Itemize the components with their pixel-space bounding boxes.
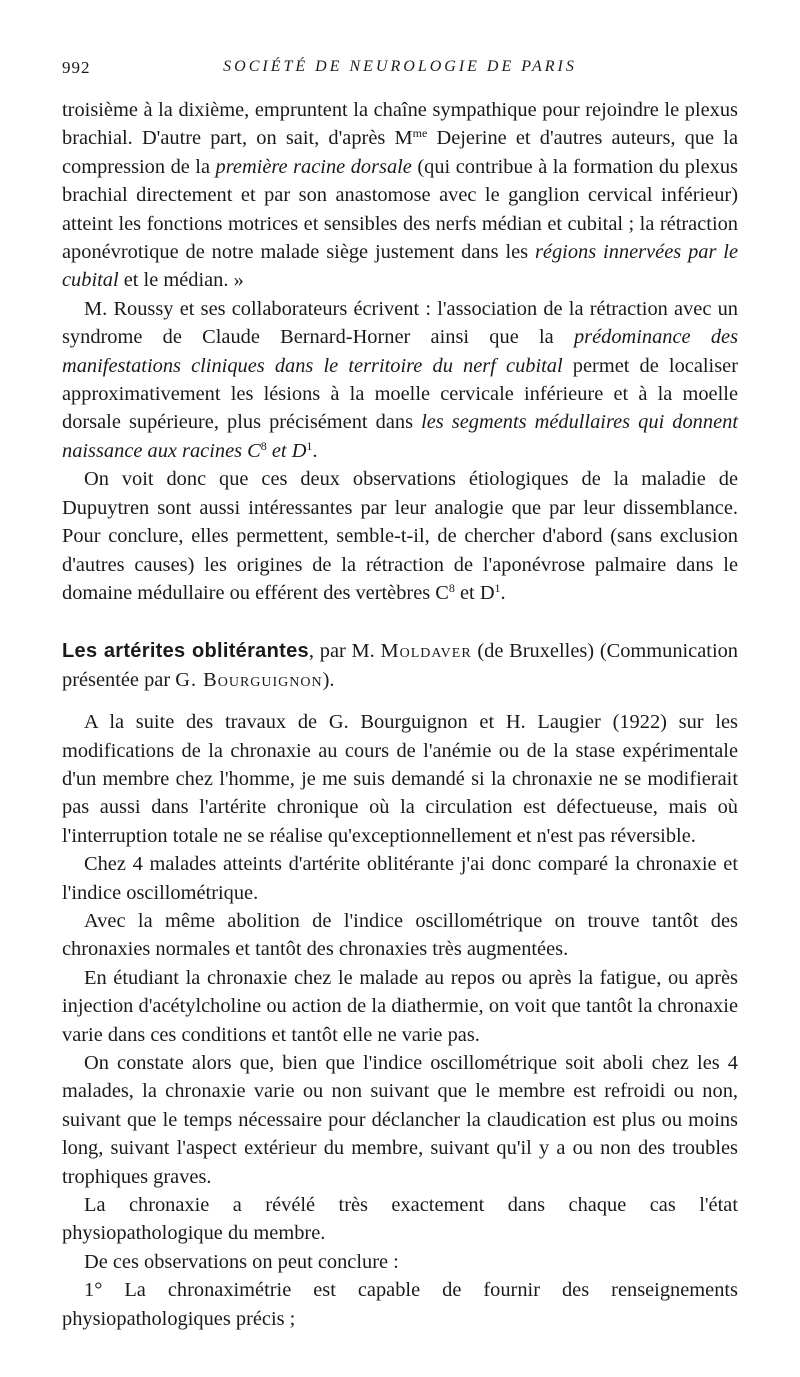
text-run: ). bbox=[322, 668, 335, 691]
text-run: , par M. bbox=[308, 640, 381, 663]
article-title: Les artérites oblitérantes bbox=[62, 640, 309, 663]
superscript: 8 bbox=[448, 580, 455, 595]
author-name: Roussy bbox=[113, 297, 174, 320]
text-run: (qui contribue à la formation du plexus brachial directement et par son anastomose avec le ganglion cervical inférieur) atteint les fonctions motrices et sensibles des nerfs médian et cubital ; la rétraction aponévrotique de notre malade siège justement dans les bbox=[62, 155, 738, 264]
text-run: . bbox=[500, 581, 506, 604]
article-paragraph: De ces observations on peut conclure : bbox=[84, 1250, 399, 1273]
article-paragraph: Avec la même abolition de l'indice oscillométrique on trouve tantôt des chronaxies normales et tantôt des chronaxies très augmentées. bbox=[62, 909, 738, 961]
text-run: et D bbox=[454, 581, 495, 604]
body-text bbox=[62, 96, 738, 1333]
article-paragraph: La chronaxie a révélé très exactement dans chaque cas l'état physiopathologique du membre. bbox=[62, 1194, 738, 1245]
article-paragraph: En étudiant la chronaxie chez le malade au repos ou après la fatigue, ou après injection d'acétylcholine ou action de la diathermie, on voit que tantôt la chronaxie varie dans ces conditions et tantôt elle ne varie pas. bbox=[62, 966, 738, 1046]
emphasis: et D bbox=[266, 439, 307, 462]
text-run: (de Bruxelles) (Communication présentée par bbox=[62, 640, 738, 691]
article-paragraph: Chez 4 malades atteints d'artérite oblitérante j'ai donc comparé la chronaxie et l'indice oscillométrique. bbox=[62, 853, 738, 904]
text-run: On voit donc que ces deux observations étiologiques de la maladie de Dupuytren sont aussi intéressantes par leur analogie que par leur dissemblance. Pour conclure, elles permettent, semble-t-il, de chercher d'abord (sans exclusion d'autres causes) les origines de la rétraction de l'aponévrose palmaire dans le domaine médullaire ou efférent des vertèbres C bbox=[62, 468, 738, 604]
superscript: me bbox=[412, 126, 428, 141]
running-header bbox=[62, 58, 738, 86]
text-run: . bbox=[312, 439, 318, 462]
article-author: Moldaver bbox=[380, 640, 472, 663]
article-presenter: G. Bourguignon bbox=[175, 668, 323, 691]
superscript: 8 bbox=[260, 438, 267, 453]
spacer bbox=[62, 694, 738, 708]
superscript: 1 bbox=[494, 580, 501, 595]
article-heading bbox=[62, 637, 738, 694]
page-number: 992 bbox=[62, 58, 91, 77]
running-title: SOCIÉTÉ DE NEUROLOGIE DE PARIS bbox=[223, 58, 577, 75]
superscript: 1 bbox=[306, 438, 313, 453]
article-paragraph: A la suite des travaux de G. Bourguignon et H. Laugier (1922) sur les modifications de la chronaxie au cours de l'anémie ou de la stase expérimentale d'un membre chez l'homme, je me suis demandé si la chronaxie ne se modifierait pas aussi dans l'artérite chronique où la circulation est défectueuse, mais où l'interruption totale ne se réalise qu'exceptionnellement et n'est pas réversible. bbox=[62, 711, 738, 847]
emphasis: première racine dorsale bbox=[215, 155, 412, 178]
emphasis: régions innervées par le cubital bbox=[62, 241, 738, 292]
emphasis: prédominance des manifestations cliniques dans le territoire du nerf cubital bbox=[62, 326, 738, 377]
emphasis: les segments médullaires qui donnent naissance aux racines C bbox=[62, 411, 738, 462]
paragraph-conclusion bbox=[62, 465, 738, 607]
text-run: Dejerine et d'autres auteurs, que la compression de la bbox=[62, 127, 739, 178]
paragraph-continued bbox=[62, 96, 738, 295]
text-run: et le médian. » bbox=[118, 269, 244, 292]
text-run: M. bbox=[84, 297, 114, 320]
article-paragraph: On constate alors que, bien que l'indice oscillométrique soit aboli chez les 4 malades, la chronaxie varie ou non suivant que le membre est refroidi ou non, suivant que le temps nécessaire pour déclancher la claudication est plus ou moins long, suivant l'aspect extérieur du membre, suivant qu'il y a ou non des troubles trophiques graves. bbox=[62, 1052, 738, 1188]
text-run: permet de localiser approximativement les lésions à la moelle cervicale inférieure et à la moelle dorsale supérieure, plus précisément dans bbox=[62, 354, 738, 434]
text-run: et ses collaborateurs écrivent : l'association de la rétraction avec un syndrome de Claude Bernard-Horner ainsi que la bbox=[62, 297, 738, 349]
text-run: troisième à la dixième, empruntent la chaîne sympathique pour rejoindre le plexus brachial. D'autre part, on sait, d'après M bbox=[62, 99, 738, 150]
article-paragraph: 1° La chronaximétrie est capable de fournir des renseignements physiopathologiques précis ; bbox=[62, 1279, 738, 1330]
paragraph-roussy bbox=[62, 295, 738, 465]
